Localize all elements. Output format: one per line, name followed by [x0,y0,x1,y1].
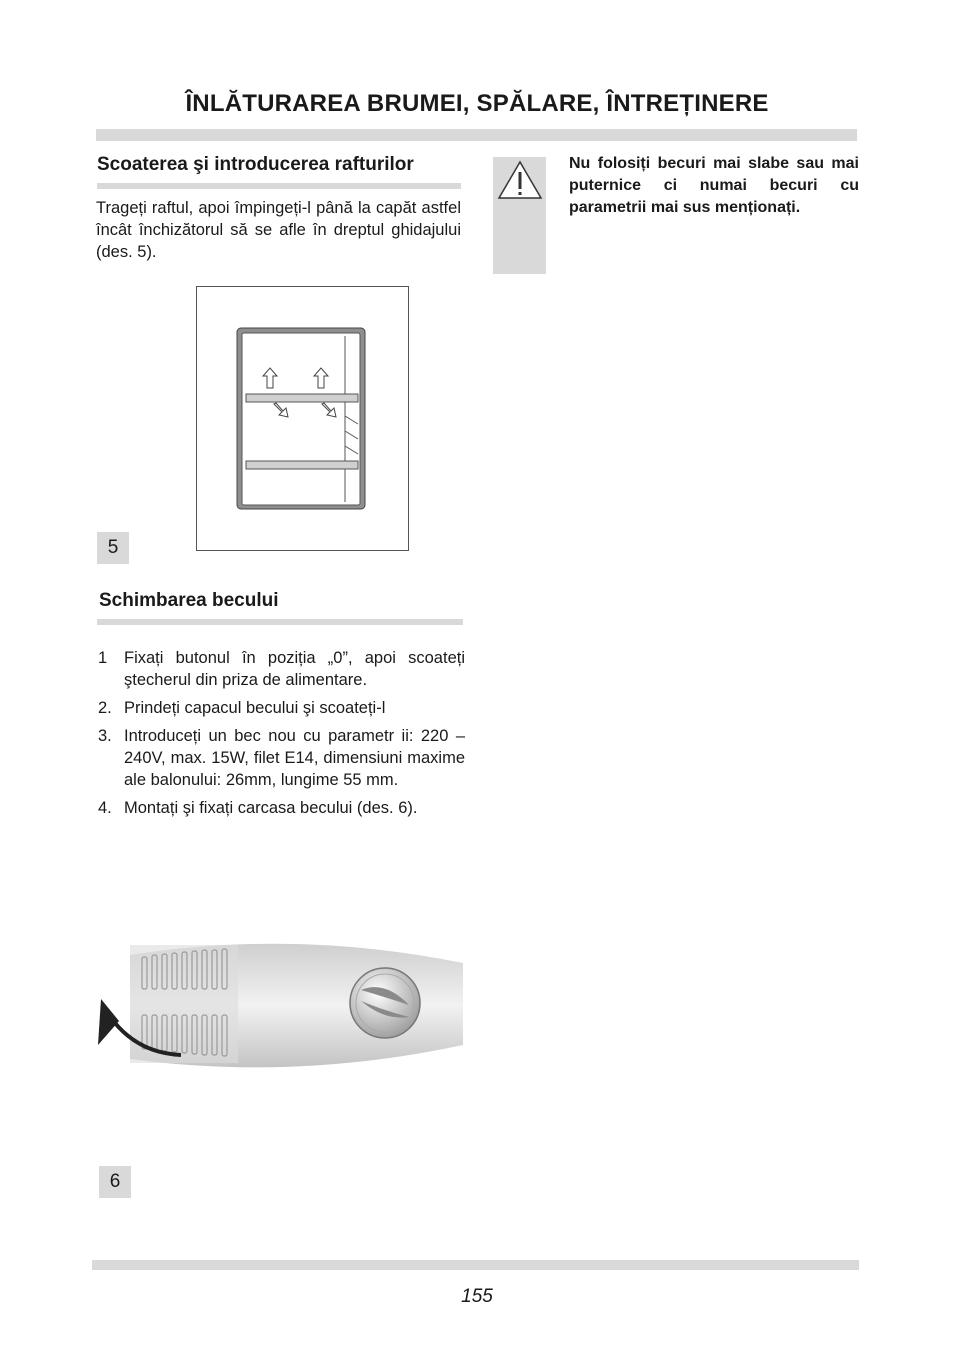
figure-label-6: 6 [99,1166,131,1198]
section-divider-bulb [97,619,463,625]
list-item [98,697,465,719]
footer-divider [92,1260,859,1270]
step-text: Montați şi fixați carcasa becului (des. 6). [124,799,418,817]
step-number: 3. [98,727,112,745]
list-item [98,797,465,819]
step-number: 2. [98,699,112,717]
bulb-steps-list [98,647,465,825]
step-text: Introduceți un bec nou cu parametr ii: 220 – 240V, max. 15W, filet E14, dimensiuni maxime ale balonului: 26mm, lungime 55 mm. [124,727,465,789]
step-text: Fixați butonul în poziția „0”, apoi scoateți ştecherul din priza de alimentare. [124,649,465,689]
shelves-instruction-text: Trageți raftul, apoi împingeți-l până la capăt astfel încât închizătorul să se afle în dreptul ghidajului (des. 5). [96,199,461,261]
warning-triangle-icon [496,159,544,201]
figure-5-fridge-shelves [196,286,410,552]
page-number: 155 [461,1286,493,1307]
page-title: ÎNLĂTURAREA BRUMEI, SPĂLARE, ÎNTREȚINERE [185,90,769,117]
step-number: 4. [98,799,112,817]
warning-text: Nu folosiți becuri mai slabe sau mai puternice ci numai becuri cu parametrii mai sus menționați. [569,155,859,216]
section-heading-shelves: Scoaterea şi introducerea rafturilor [97,154,414,175]
step-text: Prindeți capacul becului şi scoateți-l [124,699,386,717]
list-item [98,647,465,691]
section-heading-bulb: Schimbarea becului [99,590,279,611]
header-divider [96,129,857,141]
figure-6-bulb-cover [95,935,465,1071]
step-number: 1 [98,649,108,667]
list-item [98,725,465,791]
figure-label-5: 5 [97,532,129,564]
section-divider-shelves [97,183,461,189]
